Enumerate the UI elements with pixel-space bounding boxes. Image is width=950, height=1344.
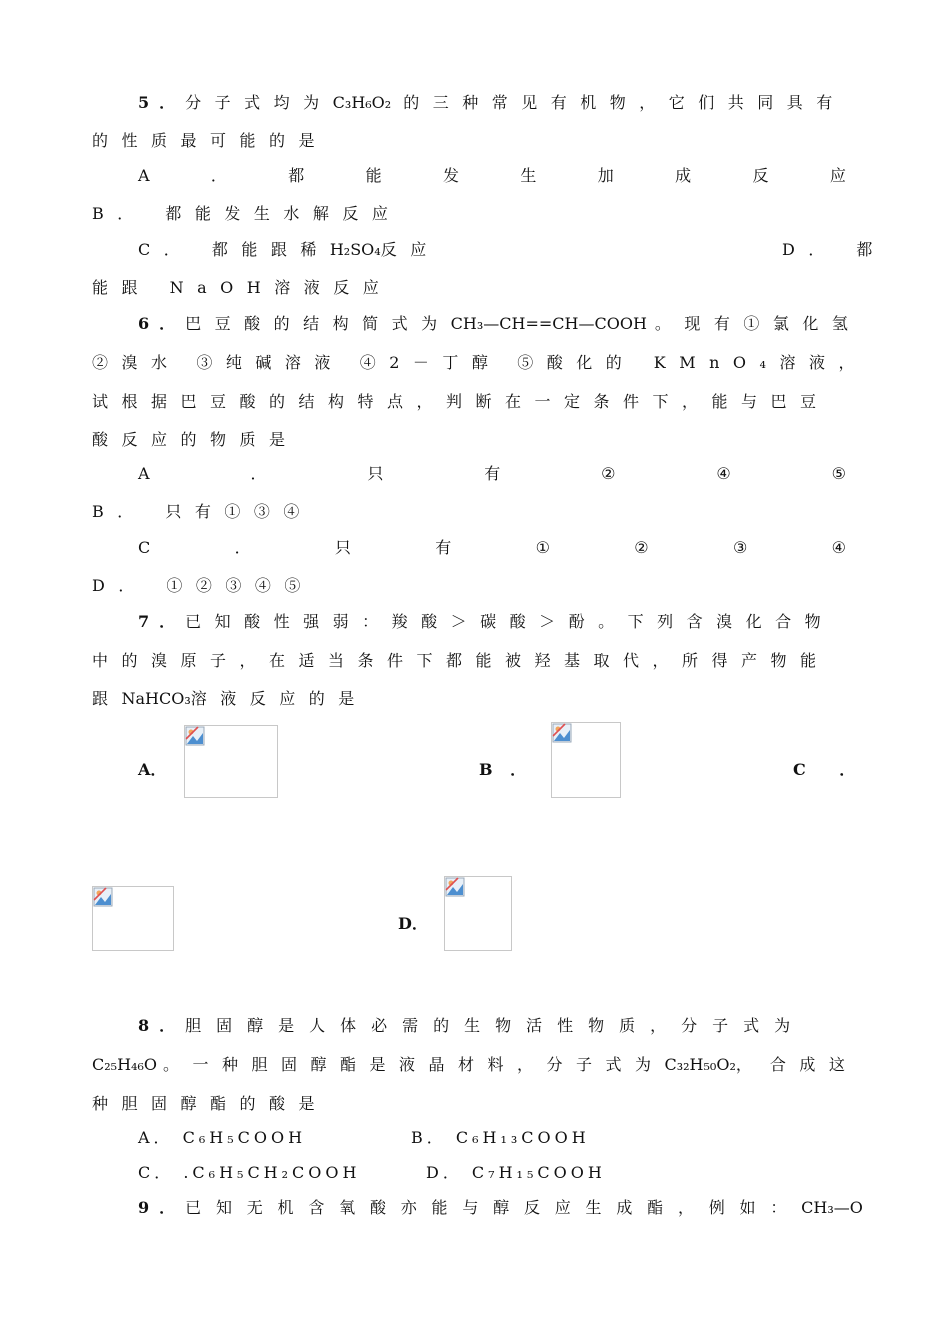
q5-option-c[interactable] <box>138 240 440 260</box>
q8-formula-ester: C₃₂H₅₀O₂， <box>664 1055 752 1074</box>
q8-option-b[interactable]: B． C₆H₁₃COOH <box>411 1128 590 1147</box>
opt-char: 成 <box>675 166 692 185</box>
q9-formula: CH₃—O <box>801 1198 863 1217</box>
q5-number: 5． <box>138 93 186 112</box>
opt-char: ． <box>250 464 267 483</box>
q7-line3b: 溶液反应的是 <box>190 689 368 708</box>
opt-char: ① <box>535 538 550 557</box>
q8-number: 8． <box>138 1016 186 1035</box>
q6-reagent: ④2－丁醇 <box>359 353 502 372</box>
q9-line1 <box>138 1198 863 1218</box>
q5-option-a[interactable] <box>138 166 846 186</box>
q8-stem1: 胆固醇是人体必需的生物活性物质，分子式为 <box>185 1016 806 1035</box>
q5-line2: 的性质最可能的是 <box>92 131 329 150</box>
q7-option-a-label[interactable]: A． <box>138 760 167 779</box>
q6-line4: 酸反应的物质是 <box>92 430 299 449</box>
q6-reagent: ②溴水 <box>92 353 181 372</box>
q7-number: 7． <box>138 612 186 631</box>
opt-char: C <box>138 538 151 557</box>
opt-char: ③ <box>732 538 748 557</box>
opt-char: ． <box>234 538 251 557</box>
q8-line3: 种胆固醇酯的酸是 <box>92 1094 329 1113</box>
opt-char: 只 <box>367 464 384 483</box>
q5-option-c-formula: H₂SO₄ <box>329 240 381 259</box>
opt-char: 都 <box>288 166 305 185</box>
opt-char: ④ <box>831 538 846 557</box>
q8-line2b: 。一种胆固醇酯是液晶材料，分子式为 <box>162 1055 665 1074</box>
q9-number: 9． <box>138 1198 186 1217</box>
q6-stem1b: 。现有①氯化氢 <box>654 314 862 333</box>
opt-char: 生 <box>520 166 537 185</box>
q5-formula: C₃H₆O₂ <box>332 93 392 112</box>
q7-option-c-label[interactable]: C ． <box>793 760 870 779</box>
q5-stem1: 分子式均为 <box>185 93 333 112</box>
opt-char: 反 <box>752 166 769 185</box>
q5-option-c-text: C． 都能跟稀 <box>138 240 330 259</box>
q7-option-d-image[interactable] <box>444 876 512 951</box>
opt-char: 能 <box>365 166 382 185</box>
q8-line2d: 合成这 <box>769 1055 859 1074</box>
opt-char: ② <box>601 464 616 483</box>
q7-line3a: 跟 <box>92 689 122 708</box>
q6-reagent: ③纯碱溶液 <box>196 353 344 372</box>
q8-line1 <box>138 1016 805 1036</box>
opt-char: A <box>138 166 150 185</box>
q8-line2 <box>92 1055 858 1075</box>
opt-char: A <box>138 464 150 483</box>
q5-line1 <box>138 93 848 113</box>
q8-formula-cholesterol: C₂₅H₄₆O <box>92 1055 157 1074</box>
q7-option-c-image[interactable] <box>92 886 174 951</box>
q7-line2: 中的溴原子，在适当条件下都能被羟基取代，所得产物能 <box>92 651 830 670</box>
q7-stem1: 已知酸性强弱：羧酸＞碳酸＞酚。下列含溴化合物 <box>185 612 835 631</box>
opt-char: 应 <box>829 166 846 185</box>
q6-number: 6． <box>138 314 186 333</box>
q6-option-a[interactable] <box>138 464 846 484</box>
q8-option-a[interactable]: A． C₆H₅COOH <box>138 1128 307 1147</box>
q7-option-b-image[interactable] <box>551 722 621 798</box>
q7-line3-formula: NaHCO₃ <box>121 689 191 708</box>
opt-char: ⑤ <box>831 464 846 483</box>
q9-stem1: 已知无机含氧酸亦能与醇反应生成酯，例如： <box>185 1198 802 1217</box>
opt-char: 有 <box>435 538 452 557</box>
q6-structure: CH₃—CH==CH—COOH <box>450 314 647 333</box>
opt-char: 只 <box>334 538 351 557</box>
opt-char: 有 <box>484 464 501 483</box>
q6-option-c[interactable] <box>138 538 846 558</box>
q7-option-b-label[interactable]: B ． <box>479 760 533 779</box>
opt-char: 发 <box>443 166 460 185</box>
q5-stem2: 的三种常见有机物，它们共同具有 <box>403 93 846 112</box>
q7-line1 <box>138 612 834 632</box>
broken-image-icon <box>552 723 572 743</box>
broken-image-icon <box>445 877 465 897</box>
q7-line3 <box>92 689 368 709</box>
opt-char: ② <box>634 538 649 557</box>
q6-option-d[interactable]: D． ①②③④⑤ <box>92 576 314 595</box>
q8-option-d[interactable]: D． C₇H₁₅COOH <box>426 1163 606 1182</box>
q5-option-c-tail: 反应 <box>380 240 440 259</box>
q6-line2 <box>92 353 868 373</box>
opt-char: 加 <box>597 166 614 185</box>
q6-reagent: ⑤酸化的 KMnO₄溶液， <box>517 353 868 372</box>
q7-option-a-image[interactable] <box>184 725 278 798</box>
q6-line3: 试根据巴豆酸的结构特点，判断在一定条件下，能与巴豆 <box>92 392 830 411</box>
q8-option-c[interactable]: C． .C₆H₅CH₂COOH <box>138 1163 361 1182</box>
q5-option-d-tail[interactable]: 能跟 NaOH溶液反应 <box>92 278 393 297</box>
q5-option-b[interactable]: B． 都能发生水解反应 <box>92 204 402 223</box>
q6-line1 <box>138 314 861 334</box>
broken-image-icon <box>93 887 113 907</box>
q5-option-d-head[interactable]: D． 都 <box>782 240 886 259</box>
q6-stem1: 巴豆酸的结构简式为 <box>185 314 451 333</box>
opt-char: ④ <box>716 464 731 483</box>
broken-image-icon <box>185 726 205 746</box>
opt-char: ． <box>210 166 227 185</box>
q7-option-d-label[interactable]: D． <box>398 914 428 933</box>
q6-option-b[interactable]: B． 只有①③④ <box>92 502 313 521</box>
